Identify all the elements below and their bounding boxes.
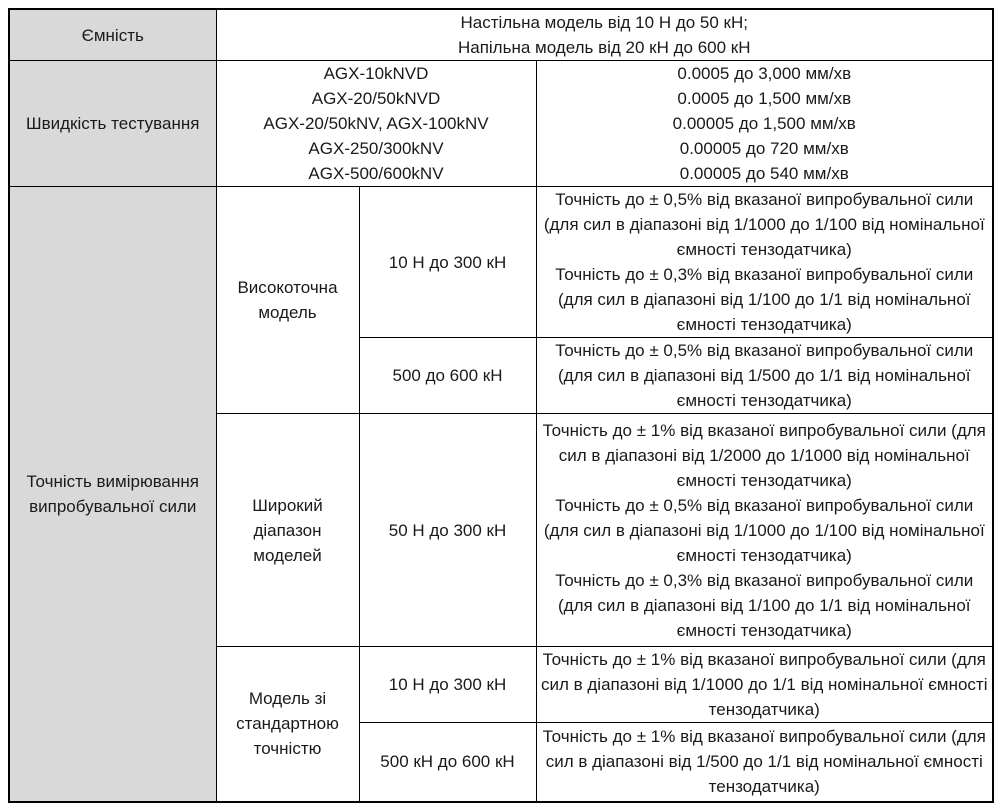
accuracy-group2-model-cell: Широкий діапазон моделей xyxy=(216,414,359,647)
speed-label-cell: Швидкість тестування xyxy=(9,61,216,187)
capacity-value-cell: Настільна модель від 10 Н до 50 кН; Напільна модель від 20 кН до 600 кН xyxy=(216,9,993,61)
accuracy-group1-model-cell: Високоточна модель xyxy=(216,187,359,414)
capacity-row xyxy=(9,9,993,61)
accuracy-group2-range1-cell: 50 Н до 300 кН xyxy=(359,414,536,647)
accuracy-group2-text1-cell: Точність до ± 1% від вказаної випробувальної сили (для сил в діапазоні від 1/2000 до 1/1000 від номінальної ємності тензодатчика) Точність до ± 0,5% від вказаної випробувальної сили (для сил в діапазоні від 1/1000 до 1/100 від номінальної ємності тензодатчика) Точність до ± 0,3% від вказаної випробувальної сили (для сил в діапазоні від 1/100 до 1/1 від номінальної ємності тензодатчика) xyxy=(536,414,993,647)
speed-models-cell: AGX-10kNVD AGX-20/50kNVD AGX-20/50kNV, AGX-100kNV AGX-250/300kNV AGX-500/600kNV xyxy=(216,61,536,187)
spec-table xyxy=(8,8,994,803)
accuracy-group1-range1-cell: 10 Н до 300 кН xyxy=(359,187,536,338)
accuracy-group1-range2-cell: 500 до 600 кН xyxy=(359,338,536,414)
accuracy-group3-range2-cell: 500 кН до 600 кН xyxy=(359,723,536,802)
accuracy-group3-model-cell: Модель зі стандартною точністю xyxy=(216,647,359,802)
speed-ranges-cell: 0.0005 до 3,000 мм/хв 0.0005 до 1,500 мм/хв 0.00005 до 1,500 мм/хв 0.00005 до 720 мм/хв 0.00005 до 540 мм/хв xyxy=(536,61,993,187)
accuracy-group3-text1-cell: Точність до ± 1% від вказаної випробувальної сили (для сил в діапазоні від 1/1000 до 1/1 від номінальної ємності тензодатчика) xyxy=(536,647,993,723)
accuracy-group1-text1-cell: Точність до ± 0,5% від вказаної випробувальної сили (для сил в діапазоні від 1/1000 до 1/100 від номінальної ємності тензодатчика) Точність до ± 0,3% від вказаної випробувальної сили (для сил в діапазоні від 1/100 до 1/1 від номінальної ємності тензодатчика) xyxy=(536,187,993,338)
capacity-label-cell: Ємність xyxy=(9,9,216,61)
accuracy-group3-text2-cell: Точність до ± 1% від вказаної випробувальної сили (для сил в діапазоні від 1/500 до 1/1 від номінальної ємності тензодатчика) xyxy=(536,723,993,802)
accuracy-group3-range1-cell: 10 Н до 300 кН xyxy=(359,647,536,723)
speed-row xyxy=(9,61,993,187)
accuracy-row-1 xyxy=(9,187,993,338)
accuracy-label-cell: Точність вимірювання випробувальної сили xyxy=(9,187,216,802)
accuracy-group1-text2-cell: Точність до ± 0,5% від вказаної випробувальної сили (для сил в діапазоні від 1/500 до 1/1 від номінальної ємності тензодатчика) xyxy=(536,338,993,414)
